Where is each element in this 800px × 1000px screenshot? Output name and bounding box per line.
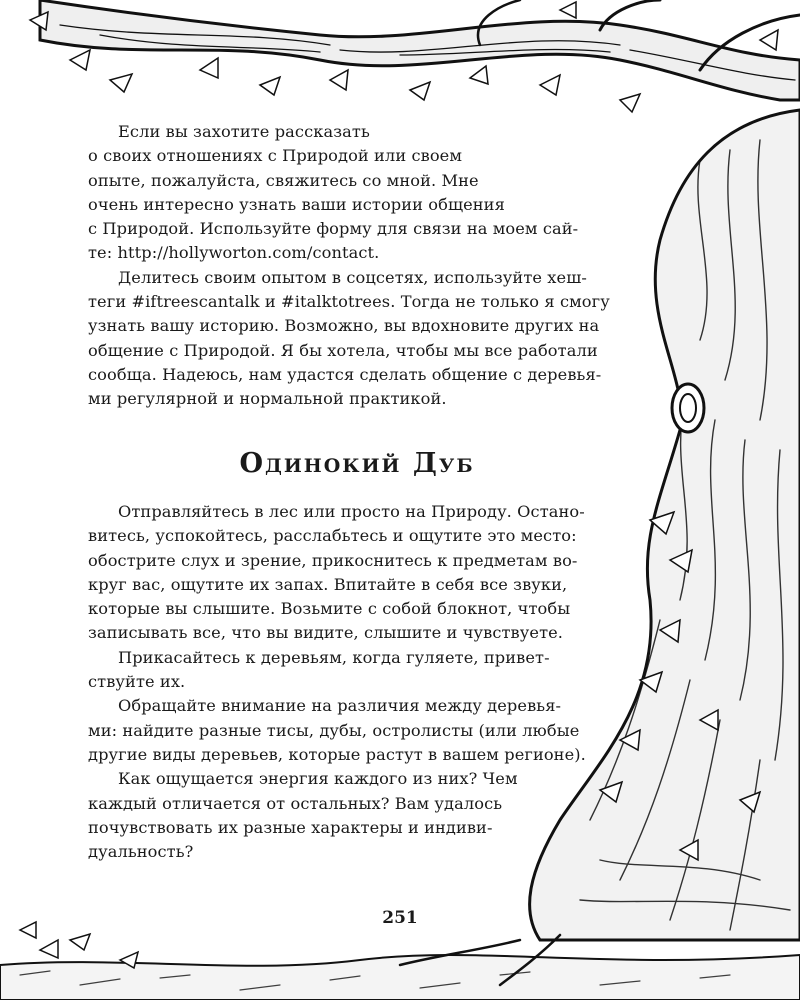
intro-line: о своих отношениях с Природой или своем — [88, 146, 463, 166]
para6-line: дуальность? — [88, 842, 194, 862]
page-number: 251 — [382, 908, 418, 928]
intro-line: опыте, пожалуйста, свяжитесь со мной. Мне — [88, 170, 479, 190]
intro-line: очень интересно узнать ваши истории общения — [88, 194, 505, 214]
intro-section — [88, 120, 626, 412]
leaf-icon — [70, 50, 90, 70]
chapter-title: Одинокий Дуб — [239, 448, 475, 479]
para3-line: Отправляйтесь в лес или просто на Природу. Остано- — [118, 502, 585, 521]
tree-knot — [672, 384, 704, 432]
intro-line: Если вы захотите рассказать — [118, 122, 370, 141]
para2-line: узнать вашу историю. Возможно, вы вдохновите других на — [88, 316, 600, 336]
exercise-section — [88, 500, 626, 864]
para6-line: каждый отличается от остальных? Вам удалось — [88, 793, 503, 813]
para5-line: другие виды деревьев, которые растут в вашем регионе). — [88, 744, 586, 764]
para3-line: круг вас, ощутите их запах. Впитайте в себя все звуки, — [88, 574, 568, 594]
para3-line: обострите слух и зрение, прикоснитесь к предметам во- — [88, 550, 578, 570]
para3-line: витесь, успокойтесь, расслабьтесь и ощутите это место: — [88, 526, 577, 546]
para3-line: записывать все, что вы видите, слышите и чувствуете. — [88, 623, 564, 643]
intro-line: те: http://hollyworton.com/contact. — [88, 243, 380, 263]
para3-line: которые вы слышите. Возьмите с собой блокнот, чтобы — [88, 599, 571, 619]
para2-line: общение с Природой. Я бы хотела, чтобы мы все работали — [88, 340, 598, 360]
para6-line: Как ощущается энергия каждого из них? Чем — [118, 769, 518, 789]
para2-line: теги #iftreescantalk и #italktotrees. Тогда не только я смогу — [88, 292, 610, 312]
intro-line: с Природой. Используйте форму для связи на моем сай- — [88, 219, 579, 239]
para4-line: ствуйте их. — [88, 672, 186, 692]
para4-line: Прикасайтесь к деревьям, когда гуляете, привет- — [118, 647, 550, 667]
para6-line: почувствовать их разные характеры и индиви- — [88, 817, 493, 837]
para2-line: сообща. Надеюсь, нам удастся сделать общение с деревья- — [88, 364, 602, 384]
para5-line: ми: найдите разные тисы, дубы, остролисты (или любые — [88, 720, 580, 740]
para5-line: Обращайте внимание на различия между деревья- — [118, 696, 562, 716]
para2-line: ми регулярной и нормальной практикой. — [88, 389, 447, 409]
ground — [0, 955, 800, 1000]
para2-line: Делитесь своим опытом в соцсетях, используйте хеш- — [118, 267, 587, 287]
